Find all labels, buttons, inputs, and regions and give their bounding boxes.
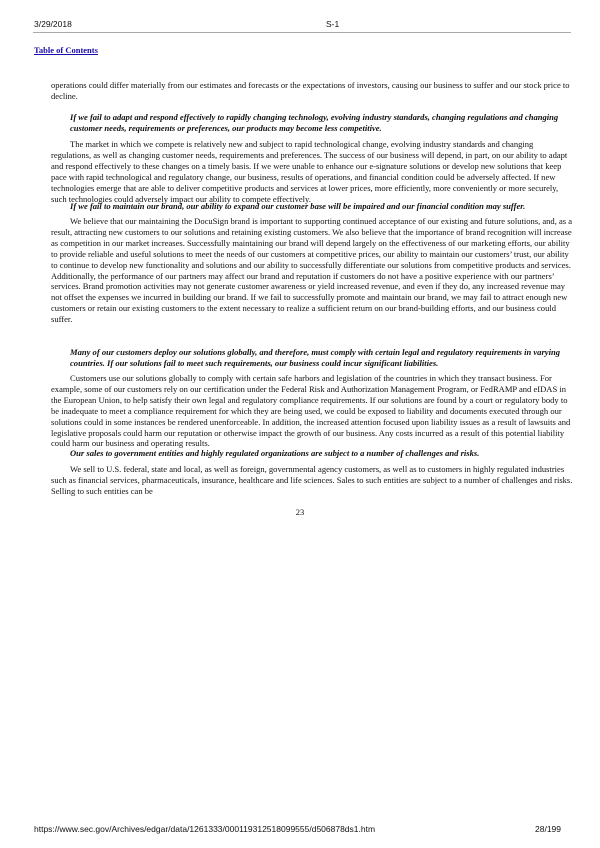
text-line: pace with rapid technological and regulatory change, our business, results of operations, and financial condition could be adversely affected. If new: [51, 171, 556, 182]
text-line: as competition in our market increases. Successfully maintaining our brand will depend largely on the effectiveness of our marketing efforts, our ability: [51, 237, 570, 248]
text-line: We sell to U.S. federal, state and local, as well as foreign, governmental agency customers, as well as to customers in highly regulated industries: [70, 464, 565, 474]
footer-page-count: 28/199: [535, 824, 561, 834]
text-line: solutions could in some instances be rendered unenforceable. In addition, the increased attention focused upon liability issues as a result of lawsuits and: [51, 416, 571, 427]
text-line: Customers use our solutions globally to comply with certain safe harbors and legislation of the countries in which they transact business. For: [70, 373, 552, 383]
text-line: regulations, as well as changing customer needs, requirements and preferences. The success of our business will depend, in part, on our ability to adapt: [51, 149, 568, 160]
text-line: If we fail to adapt and respond effectively to rapidly changing technology, evolving industry standards, changing regulations and changing: [70, 112, 559, 122]
page-number: 23: [295, 507, 305, 517]
footer-url: https://www.sec.gov/Archives/edgar/data/1261333/000119312518099555/d506878ds1.htm: [34, 824, 376, 834]
text-line: such as financial services, pharmaceuticals, insurance, healthcare and life sciences. Sales to such entities are subject to a number of challenges and risks.: [51, 474, 573, 485]
text-line: Selling to such entities can be: [51, 485, 153, 496]
body-paragraph: [51, 373, 571, 449]
text-line: If we fail to maintain our brand, our ability to expand our customer base will be impaired and our financial condition may suffer.: [70, 201, 526, 211]
text-line: countries. If our solutions fail to meet such requirements, our business could incur significant liabilities.: [70, 357, 439, 368]
text-line: suffer.: [51, 314, 73, 325]
section-heading: [70, 201, 580, 212]
body-paragraph: [51, 216, 573, 325]
text-line: legislative proposals could harm our reputation or otherwise impact the growth of our business. Any costs incurred as a result of this potential liability: [51, 427, 565, 438]
text-line: example, some of our customers rely on our certification under the Federal Risk and Authorization Management Program, or FedRAMP and eIDAS in: [51, 383, 566, 394]
section-heading: [70, 448, 580, 459]
text-line: Our sales to government entities and highly regulated organizations are subject to a number of challenges and risks.: [70, 448, 480, 458]
text-line: operations could differ materially from our estimates and forecasts or the expectations of investors, causing our business to suffer and our stock price to: [51, 80, 570, 90]
table-of-contents-link[interactable]: Table of Contents: [34, 45, 98, 55]
print-date: 3/29/2018: [34, 19, 72, 29]
text-line: customers or retain our existing customers to the extent necessary to realize a sufficient return on our brand-building efforts, and our business could: [51, 303, 556, 314]
body-paragraph: [51, 139, 568, 204]
text-line: services. Brand promotion activities may not generate customer awareness or yield increased revenue, and even if they do, any increased revenue may: [51, 281, 566, 292]
text-line: such technologies could adversely impact our ability to compete effectively.: [51, 193, 311, 204]
section-heading: [70, 112, 580, 134]
text-line: Additionally, the performance of our partners may affect our brand and reputation if customers do not have a positive experience with our partners’: [51, 270, 555, 281]
text-line: customer needs, requirements or preferences, our products may become less competitive.: [70, 122, 382, 133]
text-line: be inadequate to meet a compliance requirement for which they are being used, we could be exposed to liability and documents executed through our: [51, 405, 562, 416]
text-line: could harm our business and operating results.: [51, 438, 210, 449]
text-line: to continue to develop new functionality and solutions and our ability to successfully differentiate our solutions from competitive products and services.: [51, 259, 571, 270]
body-paragraph: [51, 464, 573, 497]
section-heading: [70, 347, 580, 369]
text-line: The market in which we compete is relatively new and subject to rapid technological change, evolving industry standards and changing: [70, 139, 534, 149]
text-line: result, attracting new customers to our solutions and retaining existing customers. We also believe that the importance of brand recognition will increase: [51, 226, 572, 237]
text-line: to provide reliable and useful solutions to meet the needs of our customers at competitive prices, our ability to maintain our customers’ trust, our ability: [51, 248, 569, 259]
text-line: decline.: [51, 90, 78, 101]
document-title: S-1: [326, 19, 340, 29]
text-line: and respond effectively to these changes on a timely basis. If we were unable to enhance our e-signature solutions or develop new solutions that keep: [51, 160, 562, 171]
text-line: technologies emerge that are able to deliver competitive products and services at lower prices, more efficiently, more conveniently or more securely,: [51, 182, 559, 193]
text-line: not offset the expenses we incurred in building our brand. If we fail to successfully promote and maintain our brand, we may fail to attract enough new: [51, 292, 568, 303]
body-paragraph: [51, 80, 570, 102]
header-divider: [33, 32, 571, 33]
text-line: Many of our customers deploy our solutions globally, and therefore, must comply with certain legal and regulatory requirements in varying: [70, 347, 560, 357]
text-line: We believe that our maintaining the DocuSign brand is important to supporting continued acceptance of our existing and future solutions, and, as a: [70, 216, 573, 226]
text-line: the European Union, to help satisfy their own legal and regulatory compliance requirements. If our solutions are found by a court or regulatory body to: [51, 394, 568, 405]
